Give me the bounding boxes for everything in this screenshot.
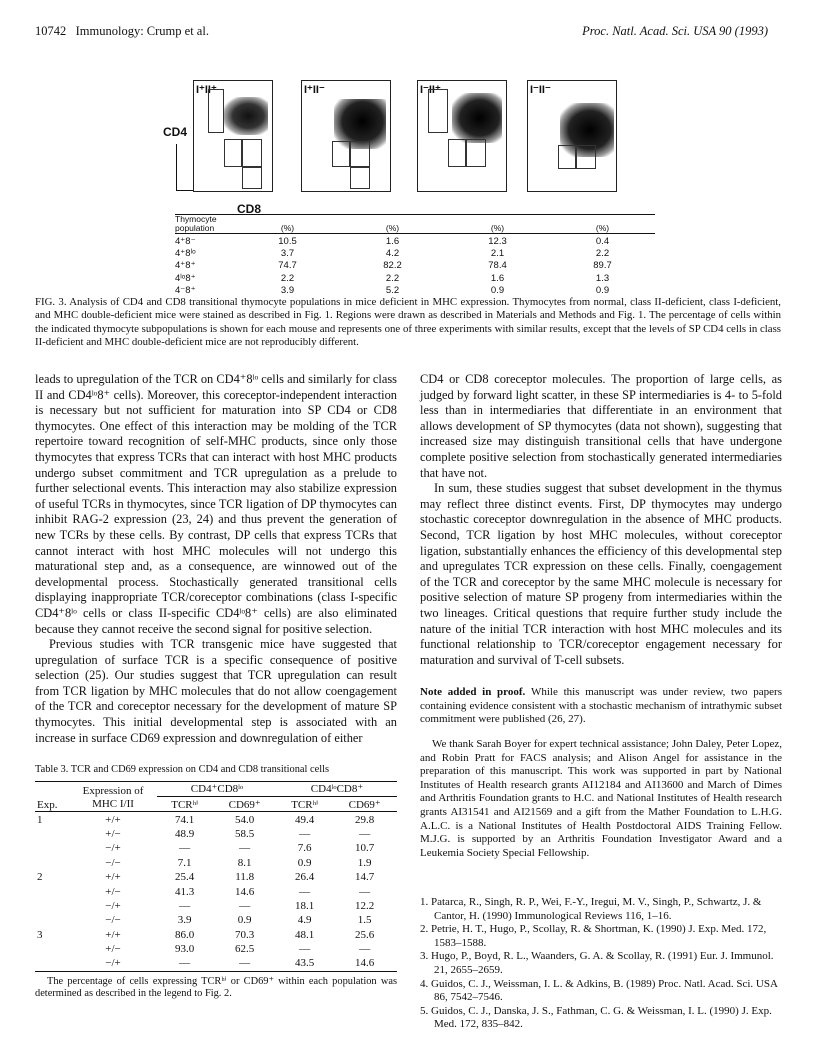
facs-plot-panel (301, 80, 391, 192)
table-row (35, 812, 397, 827)
col-header-pct: (%) (385, 223, 400, 233)
value-cell: 1.6 (490, 272, 505, 284)
table-row (35, 870, 397, 884)
exp-cell (35, 942, 69, 956)
value-cell: 3.9 (280, 285, 295, 297)
value-cell: 48.1 (295, 928, 315, 941)
axis-label-cd4: CD4 (163, 125, 188, 139)
sub-header: CD69⁺ (348, 798, 381, 811)
value-cell: 10.7 (355, 842, 375, 855)
dp-population-blob (224, 97, 268, 135)
section-title: Immunology: Crump et al. (75, 24, 209, 38)
table-row (35, 956, 397, 971)
value-cell: 1.5 (357, 914, 372, 927)
figure-3 (155, 78, 735, 297)
gate-region (224, 139, 242, 167)
population-label: 4⁺8⁺ (175, 260, 196, 272)
mhc-cell: −/+ (105, 842, 121, 855)
gate-region (558, 145, 576, 169)
value-cell: — (359, 885, 371, 898)
reference-item: 3. Hugo, P., Boyd, R. L., Waanders, G. A. & Scollay, R. (1991) Eur. J. Immunol. 21, 2655–2659. (420, 950, 774, 976)
value-cell: 1.9 (357, 856, 372, 869)
mhc-cell: −/− (105, 914, 121, 927)
value-cell: 7.1 (177, 856, 192, 869)
value-cell: 78.4 (488, 260, 507, 272)
value-cell: — (299, 943, 311, 956)
reference-item: 4. Guidos, C. J., Weissman, I. L. & Adkins, B. (1989) Proc. Natl. Acad. Sci. USA 86, 7542–7546. (420, 977, 778, 1004)
value-cell: 29.8 (355, 813, 375, 826)
exp-cell (35, 899, 69, 913)
mhc-cell: −/+ (105, 899, 121, 912)
exp-cell (35, 856, 69, 870)
value-cell: — (299, 885, 311, 898)
value-cell: 93.0 (175, 943, 195, 956)
references (420, 896, 782, 1032)
value-cell: 8.1 (237, 856, 252, 869)
value-cell: — (359, 827, 371, 840)
figure-caption: FIG. 3. Analysis of CD4 and CD8 transitional thymocyte populations in mice deficient in MHC expression. Thymocytes from normal, class II-deficient, class I-deficient, and MHC double-deficient mice were stained as described in Fig. 1. Regions were drawn as described in Materials and Methods and Fig. 1. The percentage of cells within the indicated thymocyte subpopulations is shown for each mouse and represents one of three experiments with similar results, except that the levels of SP CD4 cells in class II-deficient and MHC double-deficient mice are not reproducibly different. (35, 296, 781, 349)
paragraph: In sum, these studies suggest that subset development in the thymus may reflect three distinct events. First, DP thymocytes may undergo stochastic coreceptor downregulation in the absence of MHC products. Second, TCR ligation by host MHC molecules, without coreceptor ligation, substantially enhances the efficiency of this developmental step and upregulates TCR expression on these cells. Finally, coengagement of the TCR and coreceptor by the same MHC molecule is necessary for positive selection of mature SP progeny from intermediaries within the two lineages. Critical questions that require further study include the nature of the initial TCR interaction with host MHC molecules and its functional relationship to TCR/coreceptor engagement necessary for maturation and survival of T-cell subsets. (420, 481, 782, 667)
value-cell: — (239, 957, 251, 970)
table-row (35, 928, 397, 942)
col-header-exp: Exp. (37, 799, 58, 812)
mhc-cell: +/+ (105, 871, 121, 884)
population-label: 4⁺8⁻ (175, 235, 196, 247)
value-cell: 58.5 (235, 827, 255, 840)
table-row (35, 841, 397, 855)
exp-cell (35, 913, 69, 927)
gate-region (242, 167, 262, 189)
value-cell: 70.3 (235, 928, 255, 941)
group-header-cd4: CD4⁺CD8ˡᵒ (157, 781, 277, 796)
table-row (35, 942, 397, 956)
table-row (35, 899, 397, 913)
table-title: Table 3. TCR and CD69 expression on CD4 and CD8 transitional cells (35, 764, 330, 775)
panel-label: I⁺II⁻ (304, 84, 325, 96)
paragraph: leads to upregulation of the TCR on CD4⁺8ˡᵒ cells and similarly for class II and CD4ˡᵒ8⁺ cells). Moreover, this coreceptor-independent interaction is necessary but not sufficient for maturation into SP CD4 or CD8 thymocytes. One effect of this interaction may be molding of the TCR repertoire toward recognition of self-MHC products, since only those thymocytes that express TCRs that can interact with host MHC products undergo subset commitment and TCR upregulation as a prelude to further selectional events. This interaction may also stabilize expression of useful TCRs in thymocytes, since TCR ligation of DP thymocytes can inhibit RAG-2 expression (23, 24) and thus prevent the generation of new TCRs by these cells. By contrast, DP cells that express TCRs that cannot interact with host MHC molecules will not undergo this maturational step and, as a consequence, are winnowed out of the developmental process. Stochastically generated transitional cells displaying inappropriate TCR/coreceptor combinations (class I-specific CD4⁺8ˡᵒ cells or class II-specific CD4ˡᵒ8⁺ cells) are also eliminated because they cannot receive the second signal for positive selection. (35, 372, 397, 636)
note-text: While this manuscript was under review, two papers containing evidence consistent with a stochastic mechanism of intrathymic subset commitment were published (26, 27). (420, 686, 782, 726)
value-cell: 2.2 (385, 272, 400, 284)
value-cell: 74.7 (278, 260, 297, 272)
exp-cell: 1 (37, 813, 43, 826)
gate-region (208, 89, 224, 133)
sub-header: TCRʰⁱ (291, 798, 319, 811)
running-header-left (35, 24, 209, 39)
value-cell: 5.2 (385, 285, 400, 297)
population-label: 4⁺8ˡᵒ (175, 248, 196, 260)
value-cell: 12.3 (488, 235, 507, 247)
col-header-pct: (%) (280, 223, 295, 233)
page-number: 10742 (35, 24, 67, 38)
note-in-proof (420, 686, 782, 727)
mhc-cell: +/+ (105, 813, 121, 826)
mhc-cell: +/− (105, 827, 121, 840)
gate-region (576, 145, 596, 169)
axis-arrow-vertical (176, 144, 177, 190)
value-cell: 49.4 (295, 813, 315, 826)
right-column (420, 372, 782, 668)
col-header-pct: (%) (490, 223, 505, 233)
table-row (175, 272, 655, 284)
mhc-cell: −/− (105, 856, 121, 869)
gate-region (448, 139, 466, 167)
group-header-cd8: CD4ˡᵒCD8⁺ (277, 781, 397, 796)
value-cell: 26.4 (295, 871, 315, 884)
exp-cell (35, 841, 69, 855)
value-cell: 86.0 (175, 928, 195, 941)
value-cell: 14.7 (355, 871, 375, 884)
reference-item: 2. Petrie, H. T., Hugo, P., Scollay, R. & Shortman, K. (1990) J. Exp. Med. 172, 1583–1588. (420, 923, 767, 949)
sub-header: CD69⁺ (228, 798, 261, 811)
value-cell: 74.1 (175, 813, 195, 826)
value-cell: 89.7 (593, 260, 612, 272)
value-cell: 3.9 (177, 914, 192, 927)
value-cell: 0.9 (595, 285, 610, 297)
value-cell: 2.2 (280, 272, 295, 284)
mhc-cell: −/+ (105, 957, 121, 970)
value-cell: 25.4 (175, 871, 195, 884)
value-cell: 43.5 (295, 957, 315, 970)
exp-cell (35, 884, 69, 898)
panel-label: I⁺II⁺ (196, 84, 217, 96)
facs-plot-panel (527, 80, 617, 192)
gate-region (428, 89, 448, 133)
value-cell: 2.1 (490, 248, 505, 260)
paragraph: Previous studies with TCR transgenic mice have suggested that upregulation of surface TCR is a specific consequence of positive selection (25). Our studies suggest that TCR upregulation can result from TCR ligation by MHC molecules that do not allow coengagement of the TCR and coreceptor necessary for the development of mature SP thymocytes. This initial developmental step is associated with an increase in surface CD69 expression and downregulation of either (35, 637, 397, 745)
panel-label: I⁻II⁺ (420, 84, 441, 96)
value-cell: — (179, 957, 191, 970)
facs-plot-panel (193, 80, 273, 192)
value-cell: 14.6 (355, 957, 375, 970)
value-cell: 2.2 (595, 248, 610, 260)
value-cell: 48.9 (175, 827, 195, 840)
table-row (175, 247, 655, 259)
reference-item: 5. Guidos, C. J., Danska, J. S., Fathman, C. G. & Weissman, I. L. (1990) J. Exp. Med. 172, 835–842. (420, 1004, 772, 1031)
gate-region (466, 139, 486, 167)
mhc-cell: +/− (105, 885, 121, 898)
value-cell: 25.6 (355, 928, 375, 941)
panel-label: I⁻II⁻ (530, 84, 551, 96)
left-column (35, 372, 397, 746)
population-label: 4⁻8⁺ (175, 285, 196, 297)
value-cell: 11.8 (235, 871, 255, 884)
value-cell: 14.6 (235, 885, 255, 898)
axis-label-cd8: CD8 (237, 202, 262, 216)
value-cell: 0.9 (297, 856, 312, 869)
value-cell: 4.9 (297, 914, 312, 927)
exp-cell (35, 827, 69, 841)
gate-region (242, 139, 262, 167)
value-cell: — (179, 899, 191, 912)
value-cell: 41.3 (175, 885, 195, 898)
value-cell: 3.7 (280, 248, 295, 260)
mhc-cell: +/− (105, 943, 121, 956)
acknowledgments: We thank Sarah Boyer for expert technical assistance; John Daley, Peter Lopez, and Robin Pratt for FACS analysis; and Alison Angel for assistance in the preparation of this manuscript. This work was supported in part by National Institutes of Health research grants AI12184 and AI13600 and March of Dimes and Arthritis Foundation grants to H.C. and National Institutes of Health research grants AI31541 and AI21569 and a gift from the Mather Foundation to L.H.G. A.L.C. is a National Institutes of Health Postdoctoral AIDS Training Fellow. M.J.G. is supported by an Arthritis Foundation Investigator Award and a Leukemia Society Special Fellowship. (420, 738, 782, 859)
value-cell: 0.4 (595, 235, 610, 247)
figure-table (175, 214, 655, 297)
value-cell: 0.9 (237, 914, 252, 927)
sub-header: TCRʰⁱ (171, 798, 199, 811)
value-cell: 54.0 (235, 813, 255, 826)
value-cell: 4.2 (385, 248, 400, 260)
table-row (35, 913, 397, 927)
value-cell: — (239, 842, 251, 855)
reference-item: 1. Patarca, R., Singh, R. P., Wei, F.-Y., Iregui, M. V., Singh, P., Schwartz, J. & Cantor, H. (1990) Immunological Reviews 116, 1–16. (420, 896, 762, 922)
table-3 (35, 764, 397, 1001)
value-cell: — (359, 943, 371, 956)
gate-region (350, 141, 370, 167)
exp-cell: 2 (37, 871, 43, 884)
gate-region (332, 141, 350, 167)
table-row (175, 235, 655, 247)
journal-citation: Proc. Natl. Acad. Sci. USA 90 (1993) (582, 24, 768, 38)
table-footnote: The percentage of cells expressing TCRʰⁱ or CD69⁺ within each population was determined as described in the legend to Fig. 2. (35, 975, 397, 1000)
exp-cell (35, 956, 69, 971)
paragraph: CD4 or CD8 coreceptor molecules. The proportion of large cells, as judged by forward light scatter, in these SP intermediaries is 4- to 5-fold less than in intermediaries that differentiate in an environment that allows development of SP thymocytes (data not shown), suggesting that increased size may distinguish transitional cells that have undergone complete positive selection from stochastically generated intermediaries that have not. (420, 372, 782, 480)
value-cell: 1.3 (595, 272, 610, 284)
value-cell: 10.5 (278, 235, 297, 247)
exp-cell: 3 (37, 928, 43, 941)
col-header-mhc: Expression of MHC I/II (82, 785, 144, 811)
value-cell: 1.6 (385, 235, 400, 247)
facs-plot-panel (417, 80, 507, 192)
col-header-population: Thymocyte population (175, 214, 217, 233)
value-cell: 12.2 (355, 899, 375, 912)
value-cell: 82.2 (383, 260, 402, 272)
value-cell: 7.6 (297, 842, 312, 855)
population-label: 4ˡᵒ8⁺ (175, 272, 196, 284)
value-cell: 0.9 (490, 285, 505, 297)
mhc-cell: +/+ (105, 928, 121, 941)
note-label: Note added in proof. (420, 686, 526, 698)
table-row (35, 884, 397, 898)
value-cell: 62.5 (235, 943, 255, 956)
value-cell: — (239, 899, 251, 912)
value-cell: — (179, 842, 191, 855)
col-header-pct: (%) (595, 223, 610, 233)
value-cell: — (299, 827, 311, 840)
value-cell: 18.1 (295, 899, 315, 912)
table-row (175, 260, 655, 272)
table-row (35, 827, 397, 841)
dp-population-blob (452, 93, 502, 143)
table-row (35, 856, 397, 870)
gate-region (350, 167, 370, 189)
